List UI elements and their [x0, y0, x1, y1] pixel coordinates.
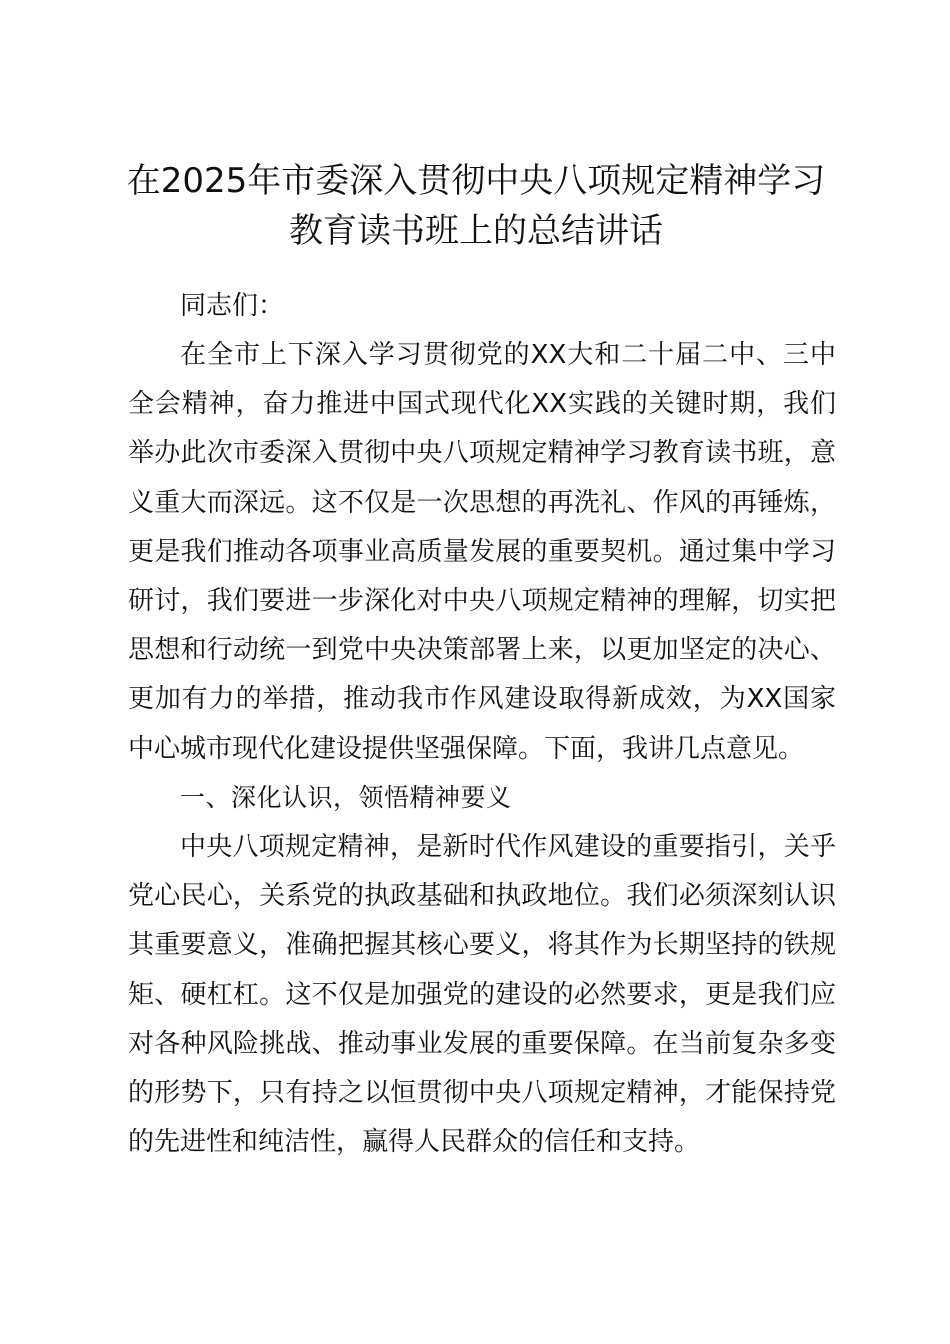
paragraph-section-1: 中央八项规定精神，是新时代作风建设的重要指引，关乎党心民心，关系党的执政基础和执政地位。我们必须深刻认识其重要意义，准确把握其核心要义，将其作为长期坚持的铁规矩、硬杠杠。这不仅是加强党的建设的必然要求，更是我们应对各种风险挑战、推动事业发展的重要保障。在当前复杂多变的形势下，只有持之以恒贯彻中央八项规定精神，才能保持党的先进性和纯洁性，赢得人民群众的信任和支持。	[128, 832, 836, 1158]
section-heading-1: 一、深化认识，领悟精神要义	[180, 783, 512, 812]
paragraph-intro: 在全市上下深入学习贯彻党的XX大和二十届二中、三中全会精神，奋力推进中国式现代化XX实践的关键时期，我们举办此次市委深入贯彻中央八项规定精神学习教育读书班，意义重大而深远。这不仅是一次思想的再洗礼、作风的再锤炼，更是我们推动各项事业高质量发展的重要契机。通过集中学习研讨，我们要进一步深化对中央八项规定精神的理解，切实把思想和行动统一到党中央决策部署上来，以更加坚定的决心、更加有力的举措，推动我市作风建设取得新成效，为XX国家中心城市现代化建设提供坚强保障。下面，我讲几点意见。	[128, 340, 836, 764]
document-title: 在2025年市委深入贯彻中央八项规定精神学习教育读书班上的总结讲话	[126, 161, 826, 251]
salutation: 同志们：	[180, 291, 285, 321]
